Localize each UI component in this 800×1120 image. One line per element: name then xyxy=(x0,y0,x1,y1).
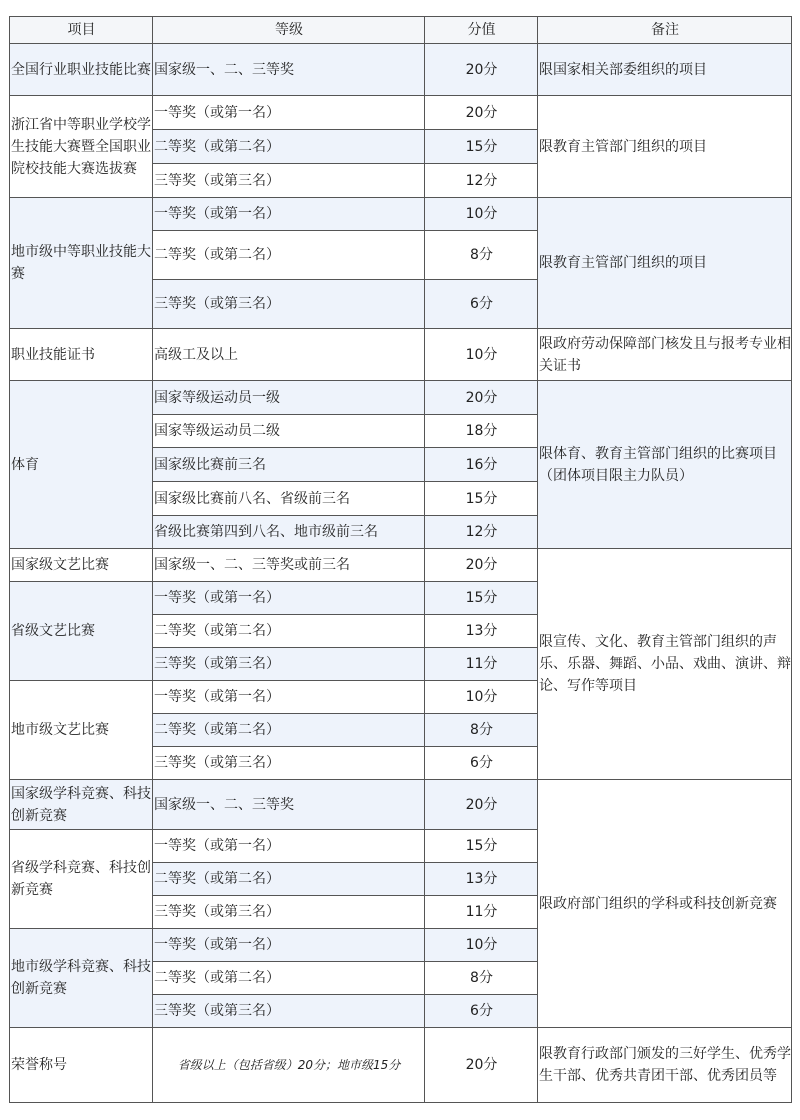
header-score: 分值 xyxy=(425,17,538,44)
score-cell: 20分 xyxy=(425,44,538,96)
score-cell: 15分 xyxy=(425,582,538,615)
grade-cell: 二等奖（或第二名） xyxy=(153,615,425,648)
score-cell: 13分 xyxy=(425,615,538,648)
score-cell: 13分 xyxy=(425,863,538,896)
header-item: 项目 xyxy=(10,17,153,44)
score-cell: 10分 xyxy=(425,929,538,962)
grade-cell: 三等奖（或第三名） xyxy=(153,648,425,681)
score-cell: 10分 xyxy=(425,198,538,231)
grade-cell: 国家级一、二、三等奖 xyxy=(153,44,425,96)
score-cell: 11分 xyxy=(425,896,538,929)
grade-cell: 一等奖（或第一名） xyxy=(153,929,425,962)
grade-cell: 三等奖（或第三名） xyxy=(153,280,425,329)
score-cell: 12分 xyxy=(425,516,538,549)
grade-cell: 省级比赛第四到八名、地市级前三名 xyxy=(153,516,425,549)
table-row xyxy=(10,1028,792,1103)
table-row xyxy=(10,780,792,830)
item-cell: 全国行业职业技能比赛 xyxy=(10,44,153,96)
grade-cell: 国家级比赛前三名 xyxy=(153,448,425,482)
score-cell: 8分 xyxy=(425,962,538,995)
note-cell: 限教育主管部门组织的项目 xyxy=(538,198,792,329)
grade-cell: 二等奖（或第二名） xyxy=(153,714,425,747)
header-row xyxy=(10,17,792,44)
item-cell: 地市级中等职业技能大赛 xyxy=(10,198,153,329)
grade-cell: 一等奖（或第一名） xyxy=(153,198,425,231)
header-note: 备注 xyxy=(538,17,792,44)
score-cell: 11分 xyxy=(425,648,538,681)
grade-cell: 一等奖（或第一名） xyxy=(153,96,425,130)
note-cell: 限教育行政部门颁发的三好学生、优秀学生干部、优秀共青团干部、优秀团员等 xyxy=(538,1028,792,1103)
grade-cell: 三等奖（或第三名） xyxy=(153,164,425,198)
score-cell: 15分 xyxy=(425,130,538,164)
note-cell: 限教育主管部门组织的项目 xyxy=(538,96,792,198)
score-cell: 20分 xyxy=(425,381,538,415)
grade-cell: 一等奖（或第一名） xyxy=(153,681,425,714)
grade-cell: 国家级比赛前八名、省级前三名 xyxy=(153,482,425,516)
note-cell: 限国家相关部委组织的项目 xyxy=(538,44,792,96)
grade-cell: 二等奖（或第二名） xyxy=(153,130,425,164)
item-cell: 浙江省中等职业学校学生技能大赛暨全国职业院校技能大赛选拔赛 xyxy=(10,96,153,198)
score-cell: 8分 xyxy=(425,714,538,747)
item-cell: 国家级文艺比赛 xyxy=(10,549,153,582)
score-cell: 20分 xyxy=(425,1028,538,1103)
score-cell: 12分 xyxy=(425,164,538,198)
grade-cell: 国家等级运动员一级 xyxy=(153,381,425,415)
table-row xyxy=(10,329,792,381)
item-cell: 省级学科竞赛、科技创新竞赛 xyxy=(10,830,153,929)
score-cell: 10分 xyxy=(425,681,538,714)
grade-cell: 三等奖（或第三名） xyxy=(153,896,425,929)
grade-cell: 二等奖（或第二名） xyxy=(153,231,425,280)
grade-cell: 一等奖（或第一名） xyxy=(153,830,425,863)
grade-cell: 国家级一、二、三等奖或前三名 xyxy=(153,549,425,582)
grade-cell: 省级以上（包括省级）20分；地市级15分 xyxy=(153,1028,425,1103)
score-cell: 15分 xyxy=(425,482,538,516)
item-cell: 荣誉称号 xyxy=(10,1028,153,1103)
score-cell: 6分 xyxy=(425,995,538,1028)
score-cell: 20分 xyxy=(425,549,538,582)
grade-cell: 国家等级运动员二级 xyxy=(153,415,425,448)
header-grade: 等级 xyxy=(153,17,425,44)
grade-cell: 三等奖（或第三名） xyxy=(153,747,425,780)
note-cell: 限宣传、文化、教育主管部门组织的声乐、乐器、舞蹈、小品、戏曲、演讲、辩论、写作等项目 xyxy=(538,549,792,780)
grade-cell: 高级工及以上 xyxy=(153,329,425,381)
score-cell: 16分 xyxy=(425,448,538,482)
item-cell: 体育 xyxy=(10,381,153,549)
note-cell: 限体育、教育主管部门组织的比赛项目（团体项目限主力队员） xyxy=(538,381,792,549)
table-row xyxy=(10,381,792,415)
scoring-table xyxy=(9,16,792,1103)
table-row xyxy=(10,96,792,130)
table-row xyxy=(10,549,792,582)
table-row xyxy=(10,44,792,96)
score-cell: 6分 xyxy=(425,747,538,780)
item-cell: 地市级文艺比赛 xyxy=(10,681,153,780)
item-cell: 省级文艺比赛 xyxy=(10,582,153,681)
grade-cell: 一等奖（或第一名） xyxy=(153,582,425,615)
score-cell: 10分 xyxy=(425,329,538,381)
score-cell: 15分 xyxy=(425,830,538,863)
note-cell: 限政府劳动保障部门核发且与报考专业相关证书 xyxy=(538,329,792,381)
grade-cell: 国家级一、二、三等奖 xyxy=(153,780,425,830)
score-cell: 6分 xyxy=(425,280,538,329)
item-cell: 职业技能证书 xyxy=(10,329,153,381)
score-cell: 18分 xyxy=(425,415,538,448)
item-cell: 国家级学科竞赛、科技创新竞赛 xyxy=(10,780,153,830)
score-cell: 8分 xyxy=(425,231,538,280)
score-cell: 20分 xyxy=(425,96,538,130)
table-row xyxy=(10,198,792,231)
item-cell: 地市级学科竞赛、科技创新竞赛 xyxy=(10,929,153,1028)
grade-cell: 二等奖（或第二名） xyxy=(153,863,425,896)
grade-cell: 二等奖（或第二名） xyxy=(153,962,425,995)
grade-cell: 三等奖（或第三名） xyxy=(153,995,425,1028)
note-cell: 限政府部门组织的学科或科技创新竞赛 xyxy=(538,780,792,1028)
score-cell: 20分 xyxy=(425,780,538,830)
